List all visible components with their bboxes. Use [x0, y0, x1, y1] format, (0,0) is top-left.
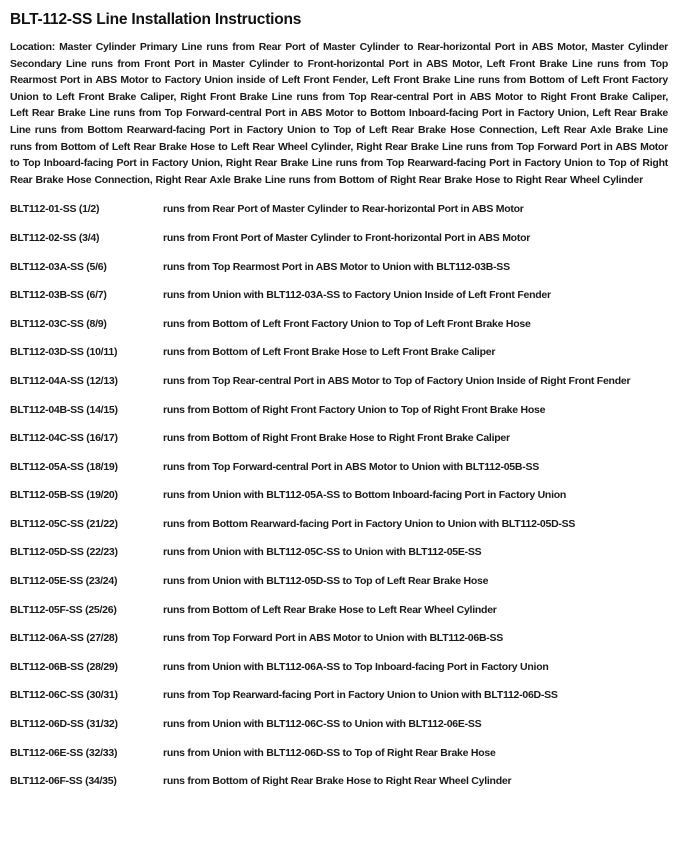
part-description: runs from Bottom of Left Rear Brake Hose to Left Rear Wheel Cylinder	[163, 603, 497, 616]
part-description: runs from Bottom of Right Rear Brake Hose to Right Rear Wheel Cylinder	[163, 775, 512, 788]
table-row	[10, 716, 668, 733]
table-row	[10, 516, 668, 533]
part-number: BLT112-03C-SS (8/9)	[10, 317, 107, 330]
table-row	[10, 344, 668, 361]
part-number: BLT112-05D-SS (22/23)	[10, 546, 118, 559]
table-row	[10, 373, 668, 390]
part-number: BLT112-04B-SS (14/15)	[10, 403, 118, 416]
part-description: runs from Union with BLT112-03A-SS to Factory Union Inside of Left Front Fender	[163, 289, 551, 302]
part-number: BLT112-05C-SS (21/22)	[10, 517, 118, 530]
part-number: BLT112-03D-SS (10/11)	[10, 346, 118, 359]
table-row	[10, 630, 668, 647]
part-number: BLT112-01-SS (1/2)	[10, 203, 100, 216]
table-row	[10, 687, 668, 704]
table-row	[10, 259, 668, 276]
part-number: BLT112-05E-SS (23/24)	[10, 575, 118, 588]
table-row	[10, 602, 668, 619]
part-description: runs from Bottom of Left Front Brake Hose to Left Front Brake Caliper	[163, 346, 496, 359]
table-row	[10, 659, 668, 676]
part-description: runs from Bottom of Right Front Factory Union to Top of Right Front Brake Hose	[163, 403, 546, 416]
table-row	[10, 573, 668, 590]
part-description: runs from Union with BLT112-05C-SS to Union with BLT112-05E-SS	[163, 546, 482, 559]
part-number: BLT112-05B-SS (19/20)	[10, 489, 118, 502]
part-description: runs from Top Forward Port in ABS Motor to Union with BLT112-06B-SS	[163, 632, 504, 645]
part-description: runs from Bottom of Right Front Brake Hose to Right Front Brake Caliper	[163, 432, 510, 445]
page-title: BLT-112-SS Line Installation Instructions	[10, 11, 302, 28]
part-description: runs from Top Rearward-facing Port in Factory Union to Union with BLT112-06D-SS	[163, 689, 558, 702]
table-row	[10, 745, 668, 762]
table-row	[10, 773, 668, 790]
table-row	[10, 316, 668, 333]
part-description: runs from Top Rear-central Port in ABS Motor to Top of Factory Union Inside of Right Front Fender	[163, 374, 631, 387]
part-number: BLT112-03A-SS (5/6)	[10, 260, 107, 273]
table-row	[10, 459, 668, 476]
part-description: runs from Front Port of Master Cylinder to Front-horizontal Port in ABS Motor	[163, 231, 531, 244]
part-description: runs from Top Rearmost Port in ABS Motor to Union with BLT112-03B-SS	[163, 260, 510, 273]
part-number: BLT112-03B-SS (6/7)	[10, 289, 107, 302]
table-row	[10, 201, 668, 218]
part-number: BLT112-06E-SS (32/33)	[10, 746, 118, 759]
part-description: runs from Rear Port of Master Cylinder to Rear-horizontal Port in ABS Motor	[163, 203, 524, 216]
part-number: BLT112-06A-SS (27/28)	[10, 632, 118, 645]
part-description: runs from Union with BLT112-06C-SS to Union with BLT112-06E-SS	[163, 718, 482, 731]
part-description: runs from Union with BLT112-05A-SS to Bottom Inboard-facing Port in Factory Union	[163, 489, 567, 502]
part-number: BLT112-04C-SS (16/17)	[10, 432, 118, 445]
part-number: BLT112-02-SS (3/4)	[10, 231, 100, 244]
table-row	[10, 287, 668, 304]
part-description: runs from Union with BLT112-06D-SS to Top of Right Rear Brake Hose	[163, 746, 496, 759]
part-description: runs from Union with BLT112-05D-SS to Top of Left Rear Brake Hose	[163, 575, 489, 588]
line-installation-list	[10, 201, 668, 790]
part-description: runs from Bottom Rearward-facing Port in Factory Union to Union with BLT112-05D-SS	[163, 517, 576, 530]
part-description: runs from Top Forward-central Port in ABS Motor to Union with BLT112-05B-SS	[163, 460, 539, 473]
part-number: BLT112-05F-SS (25/26)	[10, 603, 117, 616]
table-row	[10, 402, 668, 419]
part-number: BLT112-05A-SS (18/19)	[10, 460, 118, 473]
part-number: BLT112-06C-SS (30/31)	[10, 689, 118, 702]
table-row	[10, 487, 668, 504]
table-row	[10, 230, 668, 247]
part-number: BLT112-06D-SS (31/32)	[10, 718, 118, 731]
part-description: runs from Union with BLT112-06A-SS to Top Inboard-facing Port in Factory Union	[163, 660, 549, 673]
part-description: runs from Bottom of Left Front Factory Union to Top of Left Front Brake Hose	[163, 317, 531, 330]
part-number: BLT112-06F-SS (34/35)	[10, 775, 117, 788]
location-paragraph: Location: Master Cylinder Primary Line runs from Rear Port of Master Cylinder to Rear-horizontal Port in ABS Motor, Master Cylinder Secondary Line runs from Front Port in Master Cylinder to Front-horizontal Port in ABS Motor, Left Front Brake Line runs from Top Rearmost Port in ABS Motor to Factory Union inside of Left Front Fender, Left Front Brake Line runs from Bottom of Left Front Factory Union to Left Front Brake Caliper, Right Front Brake Line runs from Top Rear-central Port in ABS Motor to Right Front Brake Caliper, Left Rear Brake Line runs from Top Forward-central Port in ABS Motor to Bottom Inboard-facing Port in Factory Union, Left Rear Brake Line runs from Bottom Rearward-facing Port in Factory Union to Top of Left Rear Brake Hose Connection, Left Rear Axle Brake Line runs from Bottom of Left Rear Brake Hose to Left Rear Wheel Cylinder, Right Rear Brake Line runs from Top Forward Port in ABS Motor to Top Inboard-facing Port in Factory Union, Right Rear Brake Line runs from Top Rearward-facing Port in Factory Union to Top of Right Rear Brake Hose Connection, Right Rear Axle Brake Line runs from Bottom of Right Rear Brake Hose to Right Rear Wheel Cylinder	[10, 41, 668, 186]
part-number: BLT112-06B-SS (28/29)	[10, 660, 118, 673]
table-row	[10, 430, 668, 447]
part-number: BLT112-04A-SS (12/13)	[10, 374, 118, 387]
table-row	[10, 544, 668, 561]
